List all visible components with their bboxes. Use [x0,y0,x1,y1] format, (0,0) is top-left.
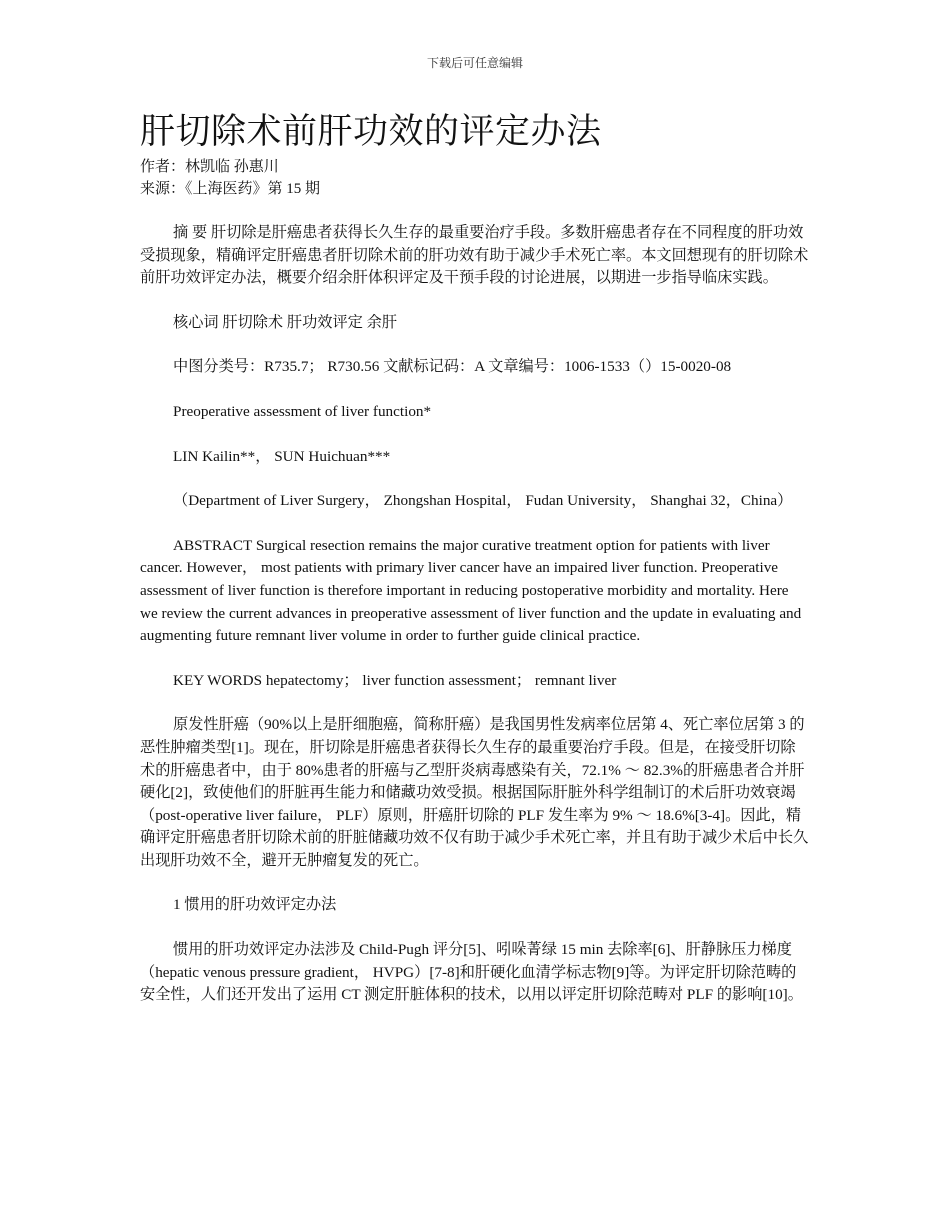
body-paragraph: 原发性肝癌（90%以上是肝细胞癌，简称肝癌）是我国男性发病率位居第 4、死亡率位居第 3 的恶性肿瘤类型[1]。现在，肝切除是肝癌患者获得长久生存的最重要治疗手段。但是，在接受肝切除术的肝癌患者中，由于 80%患者的肝癌与乙型肝炎病毒感染有关，72.1% ～ 82.3%的肝癌患者合并肝硬化[2]，致使他们的肝脏再生能力和储藏功效受损。根据国际肝脏外科学组制订的术后肝功效衰竭（post-operative liver failure， PLF）原则，肝癌肝切除的 PLF 发生率为 9% ～ 18.6%[3-4]。因此，精确评定肝癌患者肝切除术前的肝脏储藏功效不仅有助于减少手术死亡率，并且有助于减少术后中长久出现肝功效不全，避开无肿瘤复发的死亡。 [140,716,809,869]
body-paragraph: 惯用的肝功效评定办法涉及 Child-Pugh 评分[5]、吲哚菁绿 15 min 去除率[6]、肝静脉压力梯度（hepatic venous pressure gradient， HVPG）[7-8]和肝硬化血清学标志物[9]等。为评定肝切除范畴的安全性，人们还开发出了运用 CT 测定肝脏体积的技术，以用以评定肝切除范畴对 PLF 的影响[10]。 [140,941,803,1004]
section-heading: 1 惯用的肝功效评定办法 [173,896,337,914]
abstract-english: ABSTRACT Surgical resection remains the major curative treatment option for patients with liver cancer. However， most patients with primary liver cancer have an impaired liver function. Preoperative assessment of liver function is therefore important in reducing postoperative morbidity and mortality. Here we review the current advances in preoperative assessment of liver function and the update in evaluating and augmenting future remnant liver volume in order to further guide clinical practice. [140,536,802,645]
english-affiliation: （Department of Liver Surgery， Zhongshan Hospital， Fudan University， Shanghai 32，China） [173,492,793,510]
article-source: 来源：《上海医药》第 15 期 [140,181,321,197]
english-title: Preoperative assessment of liver function* [173,402,432,420]
page-header-note: 下载后可任意编辑 [426,56,523,70]
keywords-english: KEY WORDS hepatectomy； liver function assessment； remnant liver [173,671,617,689]
keywords-chinese: 核心词 肝切除术 肝功效评定 余肝 [173,313,398,331]
article-title: 肝切除术前肝功效的评定办法 [140,112,602,151]
classification-line: 中图分类号：R735.7； R730.56 文献标记码：A 文章编号：1006-1533（）15-0020-08 [173,358,732,376]
article-author: 作者：林凯临 孙惠川 [140,159,279,175]
english-authors: LIN Kailin**， SUN Huichuan*** [173,447,391,465]
abstract-chinese: 摘 要 肝切除是肝癌患者获得长久生存的最重要治疗手段。多数肝癌患者存在不同程度的肝功效受损现象，精确评定肝癌患者肝切除术前的肝功效有助于减少手术死亡率。本文回想现有的肝切除术前肝功效评定办法，概要介绍余肝体积评定及干预手段的讨论进展，以期进一步指导临床实践。 [140,224,809,287]
article-body [140,108,810,1007]
